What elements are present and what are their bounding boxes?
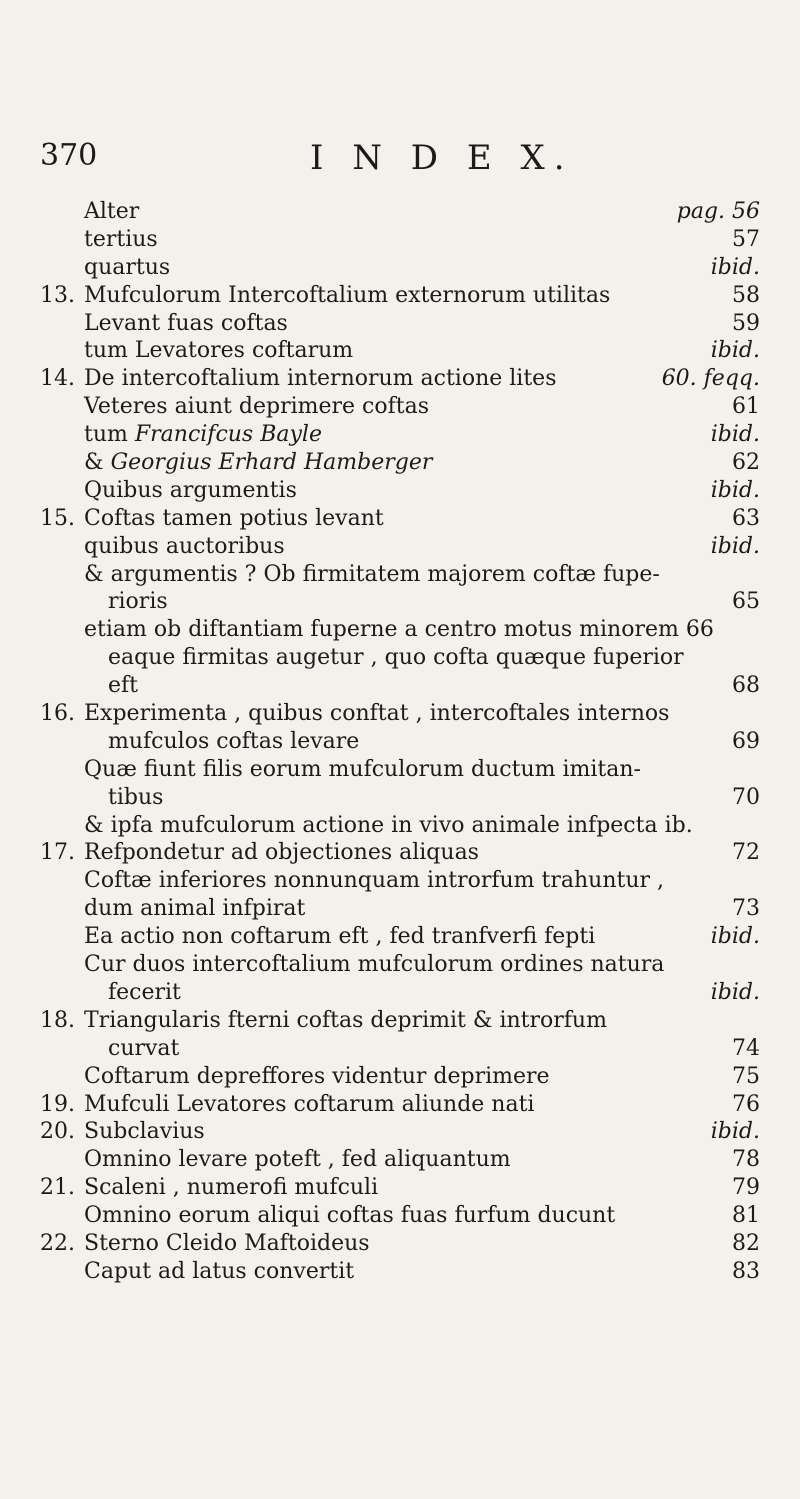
entry-page-ref: 63 (732, 505, 760, 531)
entry-page-ref: 73 (732, 896, 760, 922)
entry-number: 14. (40, 366, 75, 392)
index-entry (40, 1007, 760, 1035)
entry-number: 18. (40, 1007, 75, 1033)
entry-text: Coftæ inferiores nonnunquam introrfum trahuntur , (84, 868, 665, 894)
entry-number: 16. (40, 701, 75, 727)
index-entry (40, 1202, 760, 1230)
index-entry (40, 728, 760, 756)
entry-page-ref: pag. 56 (676, 199, 760, 224)
entry-text: Cur duos intercoftalium mufculorum ordines natura (84, 952, 665, 978)
entry-page-ref: ibid. (710, 924, 760, 950)
entry-text: tertius (84, 226, 158, 252)
index-entry (40, 1230, 760, 1258)
entry-page-ref: 81 (732, 1203, 760, 1229)
index-entry (40, 895, 760, 923)
index-entry (40, 812, 760, 840)
entry-text: Caput ad latus convertit (84, 1258, 355, 1284)
entry-page-ref: 68 (732, 673, 760, 699)
index-entry (40, 198, 760, 226)
index-entry (40, 839, 760, 867)
index-entry (40, 477, 760, 505)
index-entry (40, 672, 760, 700)
entry-text: & Georgius Erhard Hamberger (84, 450, 433, 476)
entry-page-ref: 70 (732, 784, 760, 810)
entry-page-ref: 69 (732, 728, 760, 754)
entry-page-ref: 57 (732, 226, 760, 252)
index-entry (40, 561, 760, 589)
index-entry (40, 1063, 760, 1091)
entry-text: tibus (108, 784, 164, 810)
entry-page-ref: 75 (732, 1063, 760, 1089)
entry-page-ref: 83 (732, 1258, 760, 1284)
index-entry (40, 393, 760, 421)
entry-text: Coftarum depreffores videntur deprimere (84, 1063, 550, 1089)
entry-text: etiam ob diftantiam fuperne a centro motus minorem 66 (84, 617, 714, 643)
entry-text: Levant fuas coftas (84, 310, 288, 336)
entry-number: 19. (40, 1091, 75, 1117)
index-entry (40, 1035, 760, 1063)
entry-text: Subclavius (84, 1119, 205, 1145)
entry-text: eaque firmitas augetur , quo cofta quæque fuperior (108, 645, 684, 671)
entry-text: Veteres aiunt deprimere coftas (84, 394, 429, 420)
index-entry (40, 421, 760, 449)
index-entry (40, 337, 760, 365)
entry-text: Mufculorum Intercoftalium externorum utilitas (84, 282, 611, 308)
entry-number: 22. (40, 1230, 75, 1256)
entry-page-ref: ibid. (710, 338, 760, 364)
entry-text: dum animal infpirat (84, 896, 306, 922)
entry-text: Sterno Cleido Maftoideus (84, 1230, 370, 1256)
index-entry (40, 1118, 760, 1146)
index-entry (40, 1146, 760, 1174)
entry-text: Coftas tamen potius levant (84, 505, 384, 531)
index-entry (40, 533, 760, 561)
entry-page-ref: 74 (732, 1035, 760, 1061)
entry-text: Experimenta , quibus conftat , intercoftales internos (84, 701, 670, 727)
entry-text: tum Francifcus Bayle (84, 422, 322, 448)
entry-text: rioris (108, 589, 168, 615)
entry-text: Alter (84, 199, 140, 224)
entry-page-ref: ibid. (710, 477, 760, 503)
index-entry (40, 226, 760, 254)
entry-text: Ea actio non coftarum eft , fed tranfverfi fepti (84, 924, 596, 950)
index-entry (40, 867, 760, 895)
entry-text: quibus auctoribus (84, 533, 285, 559)
entry-page-ref: 65 (732, 589, 760, 615)
index-entry (40, 923, 760, 951)
entry-number: 13. (40, 282, 75, 308)
entry-text: Mufculi Levatores coftarum aliunde nati (84, 1091, 535, 1117)
entry-page-ref: 58 (732, 282, 760, 308)
index-entries (40, 198, 760, 1286)
index-entry (40, 588, 760, 616)
entry-page-ref: 59 (732, 310, 760, 336)
entry-text: Quæ fiunt filis eorum mufculorum ductum imitan- (84, 756, 641, 782)
entry-page-ref: 82 (732, 1230, 760, 1256)
entry-number: 20. (40, 1119, 75, 1145)
entry-text: Refpondetur ad objectiones aliquas (84, 840, 479, 866)
entry-page-ref: ibid. (710, 254, 760, 280)
entry-page-ref: 61 (732, 394, 760, 420)
index-entry (40, 756, 760, 784)
index-entry (40, 254, 760, 282)
entry-text: & ipfa mufculorum actione in vivo animale infpecta ib. (84, 812, 693, 838)
index-entry (40, 282, 760, 310)
running-title: I N D E X. (310, 138, 574, 178)
index-entry (40, 449, 760, 477)
entry-text: Omnino levare poteft , fed aliquantum (84, 1147, 511, 1173)
entry-text: Triangularis fterni coftas deprimit & introrfum (84, 1007, 607, 1033)
entry-page-ref: ibid. (710, 1119, 760, 1145)
entry-text: mufculos coftas levare (108, 728, 360, 754)
page-number: 370 (40, 138, 98, 173)
index-entry (40, 1091, 760, 1119)
index-entry (40, 979, 760, 1007)
index-entry (40, 310, 760, 338)
entry-text: fecerit (108, 979, 181, 1005)
index-entry (40, 1174, 760, 1202)
entry-page-ref: ibid. (710, 979, 760, 1005)
entry-text: curvat (108, 1035, 180, 1061)
page-header (40, 138, 760, 188)
index-entry (40, 951, 760, 979)
entry-text: & argumentis ? Ob firmitatem majorem coftæ fupe- (84, 561, 660, 587)
entry-page-ref: 76 (732, 1091, 760, 1117)
entry-text: Quibus argumentis (84, 477, 297, 503)
entry-page-ref: ibid. (710, 422, 760, 448)
index-entry (40, 700, 760, 728)
entry-text: Omnino eorum aliqui coftas fuas furfum ducunt (84, 1203, 616, 1229)
index-entry (40, 784, 760, 812)
index-entry (40, 505, 760, 533)
entry-text: De intercoftalium internorum actione lites (84, 366, 557, 392)
entry-text: tum Levatores coftarum (84, 338, 354, 364)
index-entry (40, 1258, 760, 1286)
entry-text: eft (108, 673, 139, 699)
entry-page-ref: 60. feqq. (661, 366, 760, 392)
entry-number: 21. (40, 1175, 75, 1201)
index-entry (40, 644, 760, 672)
entry-number: 15. (40, 505, 75, 531)
entry-page-ref: 79 (732, 1175, 760, 1201)
entry-page-ref: ibid. (710, 533, 760, 559)
entry-text: Scaleni , numerofi mufculi (84, 1175, 379, 1201)
entry-number: 17. (40, 840, 75, 866)
entry-page-ref: 72 (732, 840, 760, 866)
index-entry (40, 365, 760, 393)
index-entry (40, 616, 760, 644)
entry-text: quartus (84, 254, 171, 280)
entry-page-ref: 78 (732, 1147, 760, 1173)
entry-page-ref: 62 (732, 450, 760, 476)
